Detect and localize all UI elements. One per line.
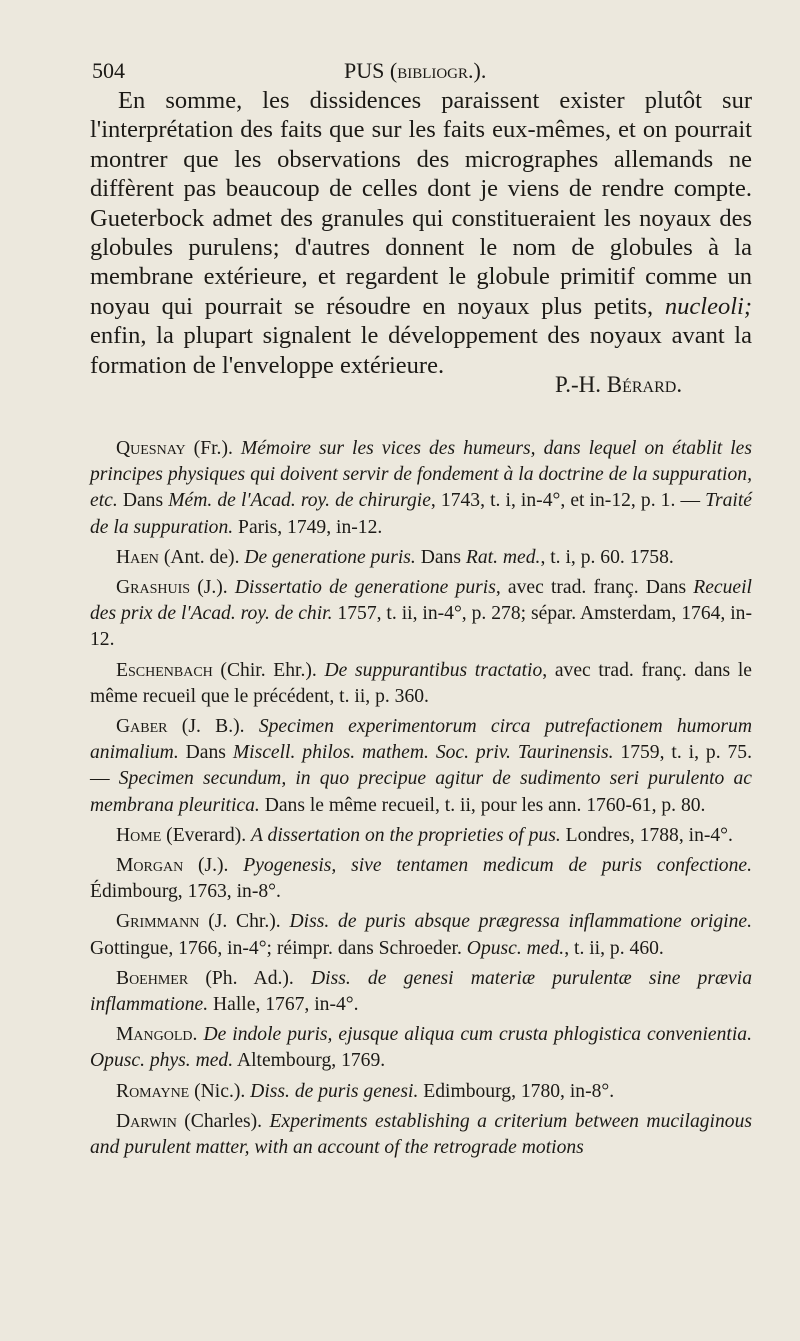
bib-entry-mangold: Mangold. De indole puris, ejusque aliqua cum crusta phlogistica convenientia. Opusc. phys. med. Altembourg, 1769. [90,1024,752,1072]
bib-entry-romayne: Romayne (Nic.). Diss. de puris genesi. Edimbourg, 1780, in-8°. [116,1080,615,1102]
bib-entry-darwin: Darwin (Charles). Experiments establishing a criterium between mucilaginous and purulent matter, with an account of the retrograde motions [90,1110,752,1159]
bib-entry-morgan: Morgan (J.). Pyogenesis, sive tentamen medicum de puris confectione. Édimbourg, 1763, in-8°. [90,855,752,903]
author-signature: P.-H. Bérard. [555,372,683,397]
main-text [90,86,752,380]
main-paragraph: En somme, les dissidences paraissent exister plutôt sur l'interprétation des faits que sur les faits eux-mêmes, et on pourrait montrer que les observations des micrographes allemands ne diffèrent pas beaucoup de celles dont je viens de rendre compte. Gueterbock admet des granules qui constitueraient les noyaux des globules purulens; d'autres donnent le nom de globules à la membrane extérieure, et regardent le globule primitif comme un noyau qui pourrait se résoudre en noyaux plus petits, nucleoli; enfin, la plupart signalent le développement des noyaux avant la formation de l'enveloppe extérieure. [90,87,752,379]
bib-entry-eschenbach: Eschenbach (Chir. Ehr.). De suppurantibus tractatio, avec trad. franç. dans le même recueil que le précédent, t. ii, p. 360. [90,659,752,707]
bib-entry-home: Home (Everard). A dissertation on the proprieties of pus. Londres, 1788, in-4°. [116,824,733,846]
bib-entry-grimmann: Grimmann (J. Chr.). Diss. de puris absque prægressa inflammatione origine. Gottingue, 1766, in-4°; réimpr. dans Schroeder. Opusc. med., t. ii, p. 460. [90,911,752,959]
bib-entry-boehmer: Boehmer (Ph. Ad.). Diss. de genesi materiæ purulentæ sine prævia inflammatione. Halle, 1767, in-4°. [90,967,752,1016]
running-title: PUS (bibliogr.). [344,58,487,83]
bib-entry-grashuis: Grashuis (J.). Dissertatio de generatione puris, avec trad. franç. Dans Recueil des prix de l'Acad. roy. de chir. 1757, t. ii, in-4°, p. 278; sépar. Amsterdam, 1764, in-12. [90,577,752,651]
bib-entry-haen: Haen (Ant. de). De generatione puris. Dans Rat. med., t. i, p. 60. 1758. [116,546,674,568]
bibliography [90,436,752,1165]
page-number: 504 [92,58,125,83]
bib-entry-gaber: Gaber (J. B.). Specimen experimentorum circa putrefactionem humorum animalium. Dans Miscell. philos. mathem. Soc. priv. Taurinensis. 1759, t. i, p. 75. — Specimen secundum, in quo precipue agitur de sudimento seri purulento ac membrana pleuritica. Dans le même recueil, t. ii, pour les ann. 1760-61, p. 80. [90,716,752,816]
bib-entry-quesnay: Quesnay (Fr.). Mémoire sur les vices des humeurs, dans lequel on établit les principes physiques qui doivent servir de fondement à la doctrine de la suppuration, etc. Dans Mém. de l'Acad. roy. de chirurgie, 1743, t. i, in-4°, et in-12, p. 1. — Traité de la suppuration. Paris, 1749, in-12. [90,438,753,538]
